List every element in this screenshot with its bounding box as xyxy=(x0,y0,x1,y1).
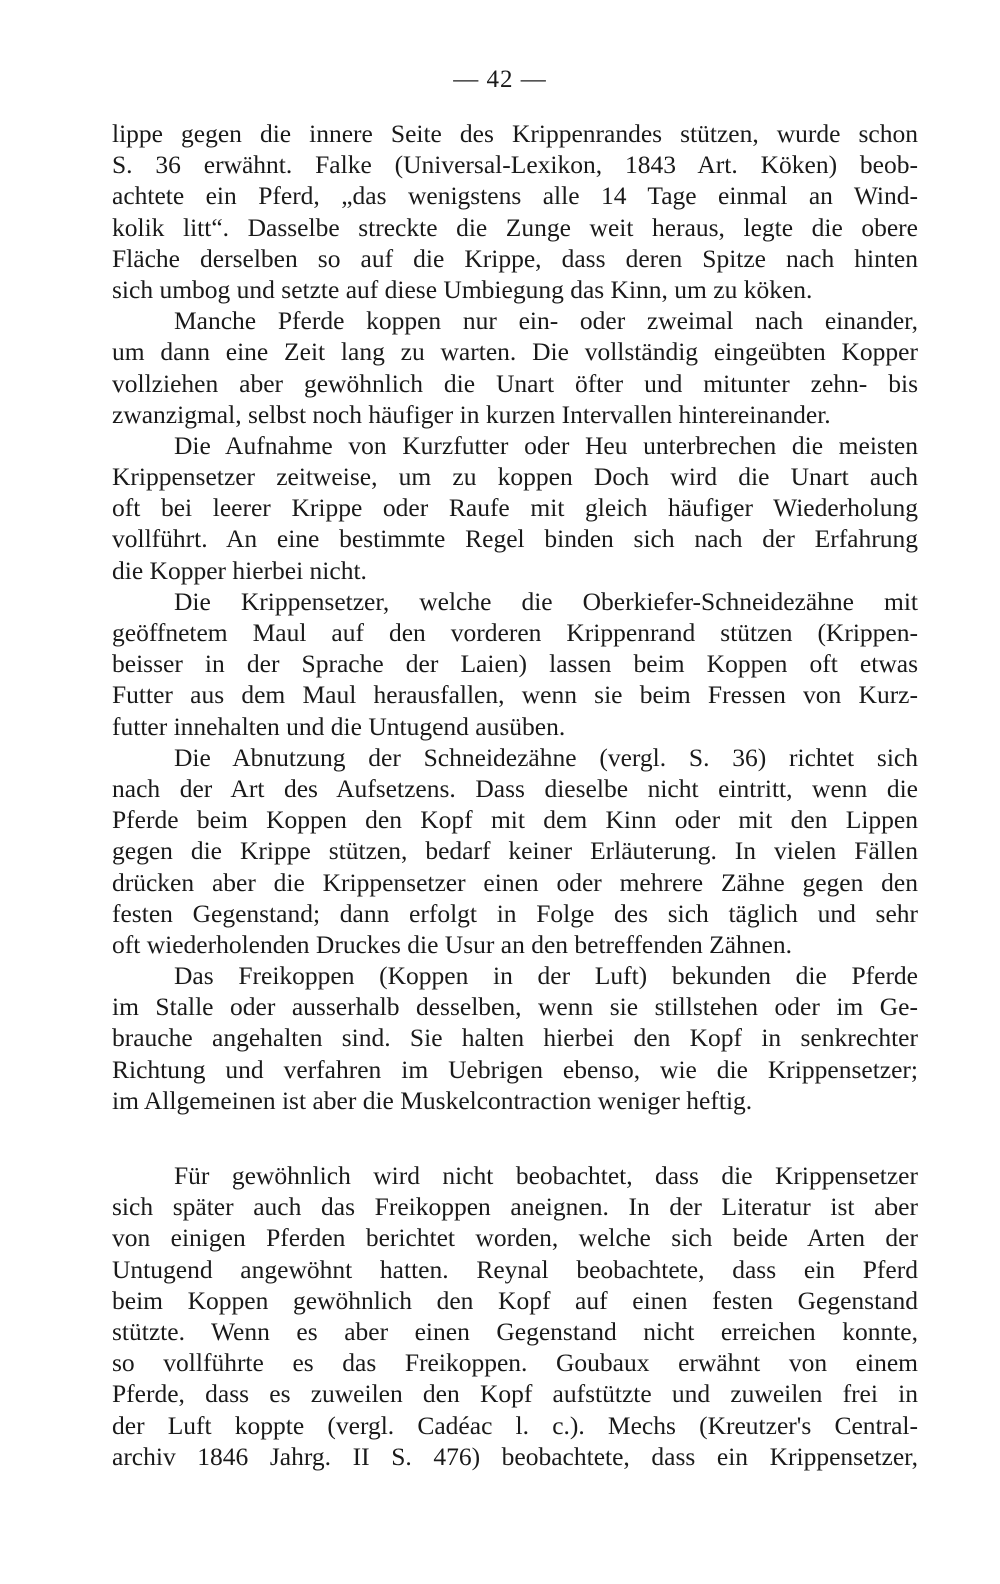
text-line: drücken aber die Krippensetzer einen oder mehrere Zähne gegen den xyxy=(112,867,918,897)
text-line: vollziehen aber gewöhnlich die Unart öfter und mitunter zehn- bis xyxy=(112,368,918,398)
text-line: Futter aus dem Maul herausfallen, wenn sie beim Fressen von Kurz- xyxy=(112,680,918,710)
text-line: die Kopper hierbei nicht. xyxy=(112,555,367,585)
text-line: Das Freikoppen (Koppen in der Luft) bekunden die Pferde xyxy=(174,961,918,991)
text-line: archiv 1846 Jahrg. II S. 476) beobachtete, dass ein Krippensetzer, xyxy=(112,1441,918,1471)
text-line: zwanzigmal, selbst noch häufiger in kurzen Intervallen hintereinander. xyxy=(112,399,831,429)
text-line: S. 36 erwähnt. Falke (Universal-Lexikon, 1843 Art. Köken) beob- xyxy=(112,150,918,180)
text-line: festen Gegenstand; dann erfolgt in Folge des sich täglich und sehr xyxy=(112,898,918,928)
text-line: brauche angehalten sind. Sie halten hierbei den Kopf in senkrechter xyxy=(112,1023,918,1053)
text-line: beisser in der Sprache der Laien) lassen beim Koppen oft etwas xyxy=(112,649,918,679)
text-line: sich später auch das Freikoppen aneignen. In der Literatur ist aber xyxy=(112,1192,918,1222)
text-line: Untugend angewöhnt hatten. Reynal beobachtete, dass ein Pferd xyxy=(112,1254,918,1284)
text-line: Fläche derselben so auf die Krippe, dass deren Spitze nach hinten xyxy=(112,243,918,273)
text-line: sich umbog und setzte auf diese Umbiegung das Kinn, um zu köken. xyxy=(112,274,813,304)
text-line: Die Abnutzung der Schneidezähne (vergl. S. 36) richtet sich xyxy=(174,742,918,772)
text-line: von einigen Pferden berichtet worden, welche sich beide Arten der xyxy=(112,1223,918,1253)
text-line: Pferde beim Koppen den Kopf mit dem Kinn oder mit den Lippen xyxy=(112,805,918,835)
text-line: um dann eine Zeit lang zu warten. Die vollständig eingeübten Kopper xyxy=(112,337,918,367)
text-line: kolik litt“. Dasselbe streckte die Zunge weit heraus, legte die obere xyxy=(112,212,918,242)
text-line: oft bei leerer Krippe oder Raufe mit gleich häufiger Wiederholung xyxy=(112,493,918,523)
text-block-upper xyxy=(112,118,918,1116)
text-line: Richtung und verfahren im Uebrigen ebenso, wie die Krippensetzer; xyxy=(112,1054,918,1084)
text-line: stützte. Wenn es aber einen Gegenstand nicht erreichen konnte, xyxy=(112,1316,918,1346)
text-line: Manche Pferde koppen nur ein- oder zweimal nach einander, xyxy=(174,306,918,336)
text-line: lippe gegen die innere Seite des Krippenrandes stützen, wurde schon xyxy=(112,119,918,148)
text-line: so vollführte es das Freikoppen. Goubaux erwähnt von einem xyxy=(112,1348,918,1378)
page-number: — 42 — xyxy=(453,66,547,93)
text-line: achtete ein Pferd, „das wenigstens alle 14 Tage einmal an Wind- xyxy=(112,181,918,211)
text-line: im Allgemeinen ist aber die Muskelcontraction weniger heftig. xyxy=(112,1085,753,1115)
text-line: beim Koppen gewöhnlich den Kopf auf einen festen Gegenstand xyxy=(112,1285,918,1315)
text-line: Krippensetzer zeitweise, um zu koppen Doch wird die Unart auch xyxy=(112,462,918,492)
text-line: im Stalle oder ausserhalb desselben, wenn sie stillstehen oder im Ge- xyxy=(112,992,918,1022)
text-line: der Luft koppte (vergl. Cadéac l. c.). Mechs (Kreutzer's Central- xyxy=(112,1410,918,1440)
text-line: oft wiederholenden Druckes die Usur an den betreffenden Zähnen. xyxy=(112,929,792,959)
text-line: gegen die Krippe stützen, bedarf keiner Erläuterung. In vielen Fällen xyxy=(112,836,918,866)
text-line: Die Aufnahme von Kurzfutter oder Heu unterbrechen die meisten xyxy=(174,430,918,460)
text-line: vollführt. An eine bestimmte Regel binden sich nach der Erfahrung xyxy=(112,524,918,554)
text-line: Die Krippensetzer, welche die Oberkiefer-Schneidezähne mit xyxy=(174,586,918,616)
text-line: futter innehalten und die Untugend ausüben. xyxy=(112,711,566,741)
text-line: geöffnetem Maul auf den vorderen Krippenrand stützen (Krippen- xyxy=(112,618,918,647)
text-block-lower xyxy=(112,1160,918,1472)
text-line: nach der Art des Aufsetzens. Dass dieselbe nicht eintritt, wenn die xyxy=(112,773,918,803)
text-line: Pferde, dass es zuweilen den Kopf aufstützte und zuweilen frei in xyxy=(112,1379,918,1409)
text-line: Für gewöhnlich wird nicht beobachtet, dass die Krippensetzer xyxy=(174,1161,918,1190)
